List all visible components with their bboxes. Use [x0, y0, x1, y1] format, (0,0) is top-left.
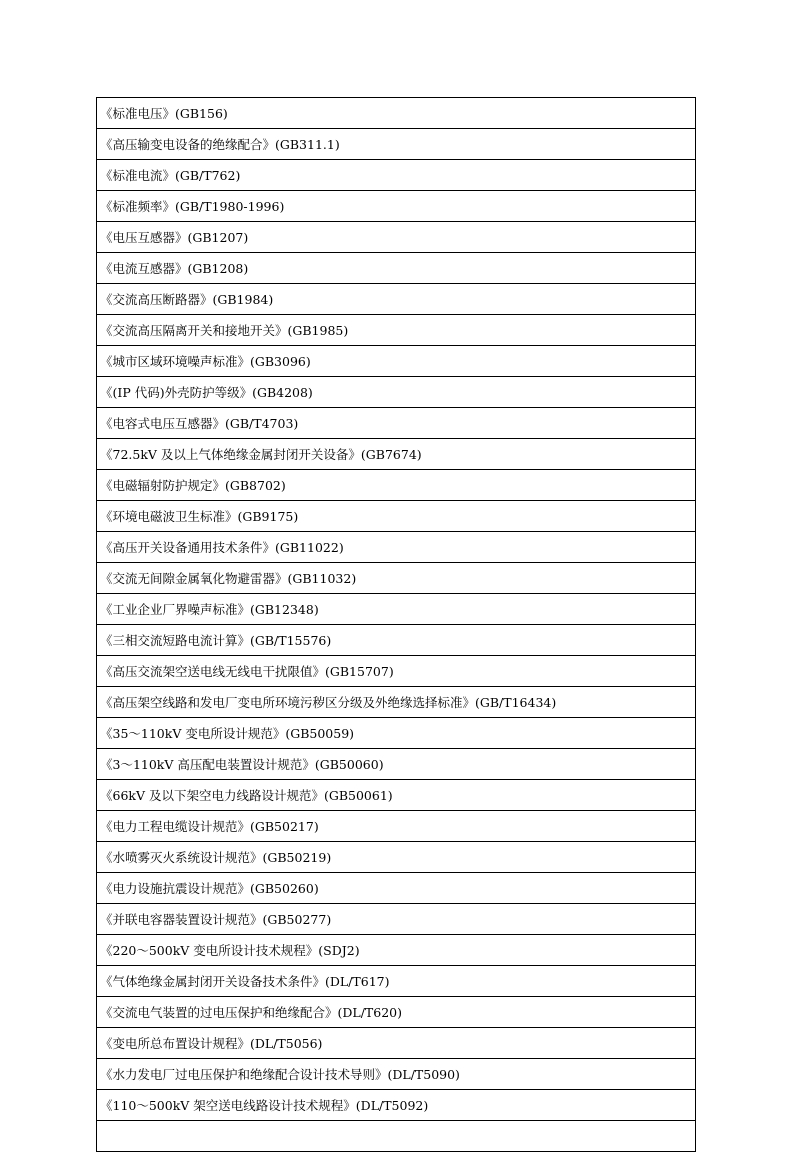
table-row	[97, 1121, 696, 1152]
standard-entry: 《标准电流》(GB/T762)	[97, 160, 696, 191]
table-row	[97, 811, 696, 842]
table-row	[97, 1059, 696, 1090]
table-row	[97, 98, 696, 129]
table-row	[97, 284, 696, 315]
table-row	[97, 1090, 696, 1121]
standard-entry: 《高压架空线路和发电厂变电所环境污秽区分级及外绝缘选择标准》(GB/T16434)	[97, 687, 696, 718]
table-row	[97, 904, 696, 935]
standard-entry: 《环境电磁波卫生标准》(GB9175)	[97, 501, 696, 532]
standard-entry: 《3～110kV 高压配电装置设计规范》(GB50060)	[97, 749, 696, 780]
table-row	[97, 563, 696, 594]
standard-entry: 《35～110kV 变电所设计规范》(GB50059)	[97, 718, 696, 749]
table-row	[97, 1028, 696, 1059]
standard-entry: 《三相交流短路电流计算》(GB/T15576)	[97, 625, 696, 656]
standard-entry: 《城市区域环境噪声标准》(GB3096)	[97, 346, 696, 377]
standard-entry: 《电力设施抗震设计规范》(GB50260)	[97, 873, 696, 904]
table-row	[97, 439, 696, 470]
table-row	[97, 377, 696, 408]
table-row	[97, 191, 696, 222]
table-row	[97, 625, 696, 656]
standard-entry: 《高压交流架空送电线无线电干扰限值》(GB15707)	[97, 656, 696, 687]
table-row	[97, 718, 696, 749]
standard-entry: 《高压开关设备通用技术条件》(GB11022)	[97, 532, 696, 563]
table-row	[97, 842, 696, 873]
standard-entry: 《交流电气装置的过电压保护和绝缘配合》(DL/T620)	[97, 997, 696, 1028]
table-row	[97, 966, 696, 997]
table-row	[97, 873, 696, 904]
standards-table	[96, 97, 696, 1152]
standard-entry: 《并联电容器装置设计规范》(GB50277)	[97, 904, 696, 935]
table-row	[97, 594, 696, 625]
standard-entry: 《水力发电厂过电压保护和绝缘配合设计技术导则》(DL/T5090)	[97, 1059, 696, 1090]
standard-entry: 《电磁辐射防护规定》(GB8702)	[97, 470, 696, 501]
table-row	[97, 253, 696, 284]
standard-entry: 《电力工程电缆设计规范》(GB50217)	[97, 811, 696, 842]
table-row	[97, 656, 696, 687]
table-row	[97, 687, 696, 718]
table-row	[97, 532, 696, 563]
standard-entry: 《电流互感器》(GB1208)	[97, 253, 696, 284]
table-row	[97, 408, 696, 439]
standard-entry: 《气体绝缘金属封闭开关设备技术条件》(DL/T617)	[97, 966, 696, 997]
table-row	[97, 780, 696, 811]
standard-entry: 《交流高压断路器》(GB1984)	[97, 284, 696, 315]
table-row	[97, 160, 696, 191]
standard-entry: 《220～500kV 变电所设计技术规程》(SDJ2)	[97, 935, 696, 966]
standard-entry	[97, 1121, 696, 1152]
standard-entry: 《高压输变电设备的绝缘配合》(GB311.1)	[97, 129, 696, 160]
table-row	[97, 997, 696, 1028]
table-row	[97, 222, 696, 253]
standard-entry: 《电压互感器》(GB1207)	[97, 222, 696, 253]
table-row	[97, 315, 696, 346]
standard-entry: 《(IP 代码)外壳防护等级》(GB4208)	[97, 377, 696, 408]
standard-entry: 《电容式电压互感器》(GB/T4703)	[97, 408, 696, 439]
standard-entry: 《110～500kV 架空送电线路设计技术规程》(DL/T5092)	[97, 1090, 696, 1121]
standard-entry: 《交流高压隔离开关和接地开关》(GB1985)	[97, 315, 696, 346]
standard-entry: 《水喷雾灭火系统设计规范》(GB50219)	[97, 842, 696, 873]
table-row	[97, 346, 696, 377]
table-row	[97, 501, 696, 532]
standard-entry: 《72.5kV 及以上气体绝缘金属封闭开关设备》(GB7674)	[97, 439, 696, 470]
table-row	[97, 470, 696, 501]
standard-entry: 《交流无间隙金属氧化物避雷器》(GB11032)	[97, 563, 696, 594]
standards-table-body	[97, 98, 696, 1152]
standard-entry: 《标准频率》(GB/T1980-1996)	[97, 191, 696, 222]
table-row	[97, 749, 696, 780]
standard-entry: 《变电所总布置设计规程》(DL/T5056)	[97, 1028, 696, 1059]
table-row	[97, 935, 696, 966]
standard-entry: 《标准电压》(GB156)	[97, 98, 696, 129]
standard-entry: 《66kV 及以下架空电力线路设计规范》(GB50061)	[97, 780, 696, 811]
table-row	[97, 129, 696, 160]
standard-entry: 《工业企业厂界噪声标准》(GB12348)	[97, 594, 696, 625]
